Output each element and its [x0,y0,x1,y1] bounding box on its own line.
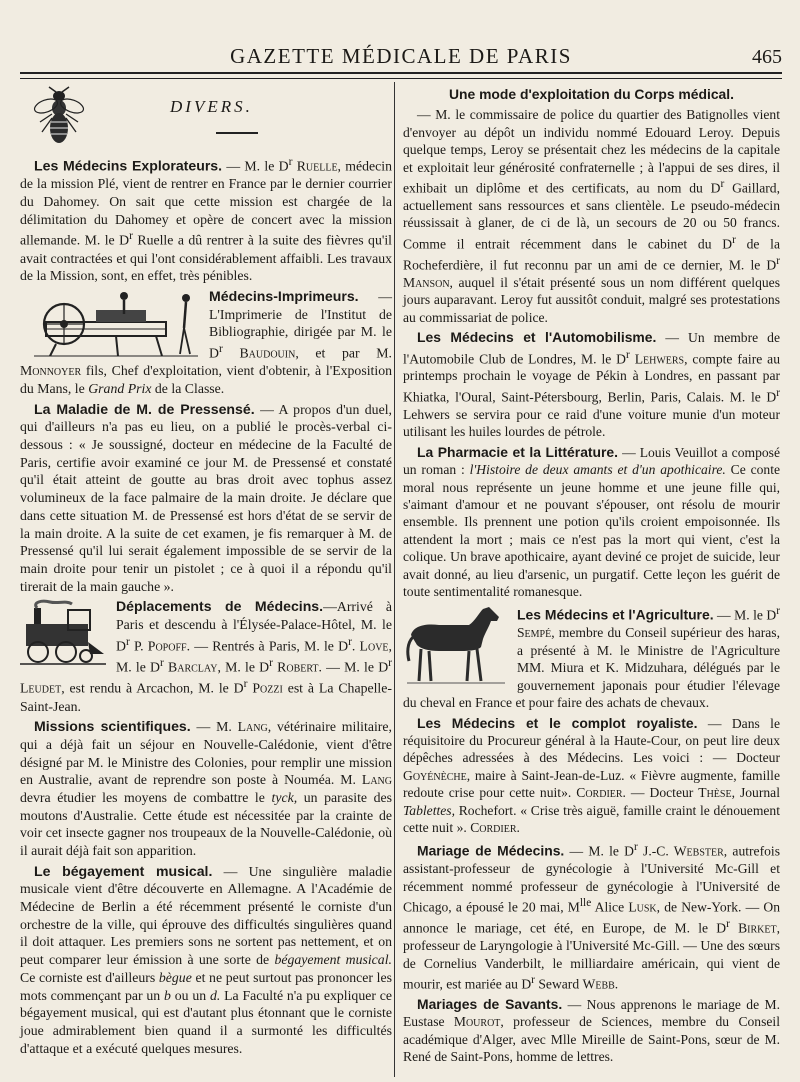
superscript: r [348,635,352,648]
article-text: — Louis Veuillot a composé un roman : [403,444,780,478]
article-text: Ce corniste est d'ailleurs [20,969,159,985]
article-text: Gaillard, actuellement sans ressources et sans clientèle. Le pseudo-médecin réussissait à glaner, de ci de là, un secours de 20 ou 50 francs. Comme il entrait récemment dans le cabinet du D [403,180,781,252]
person-name: Barclay, [163,659,221,675]
article-text: Ce conte moral nous représente un jeune homme et une jeune fille qui, s'aimant d'amour et ne pouvant s'épouser, ont résolu de mourir ensemble. Ils prennent une potion qu'ils croient empoisonnée. Ils attendent la mort ; mais ce n'est pas la mort qui vient, c'est la colique. Un brave apothicaire, ayant deviné ce projet de suicide, leur avait donné, au lieu d'arsenic, un purgatif. Cette leçon les guérit de toute sentimentalité romanesque. [403,462,781,600]
article-text: — M. le D [321,659,389,675]
article-text: Journal [734,785,780,801]
article-heading: Les Médecins Explorateurs. [34,157,223,174]
superscript: r [776,605,781,618]
article-text: autrefois assistant-professeur de gynécologie à l'Université Mc-Gill et récemment nommé professeur de gynécologie à l'Université de Chicago, a épousé le 20 mai, M [403,844,780,915]
article-text: est à La Chapelle-Saint-Jean. [20,680,392,714]
article-text: de la Rocheferdière, il fut reconnu par un ami de ce dernier, M. le D [403,236,780,273]
left-column [20,86,392,1060]
article-text: —Arrivé à Paris et descendu à l'Élysée-Palace-Hôtel, M. le D [116,599,392,654]
article-text: — M. le commissaire de police du quartier des Batignolles vient d'envoyer au dépôt un individu nommé Edouard Leroy. Depuis quelque temps, Leroy se présentait chez les médecins de la capitale et exploitait leur générosité confraternelle ; à l'appui de ses dires, il exhibait un diplôme et des certificats, au nom du D [403,107,780,196]
page-number: 465 [752,46,782,68]
person-name: Lang [361,772,392,788]
article-text: — L'Imprimerie de l'Institut de Bibliographie, dirigée par M. le D [209,289,392,361]
person-name: Thèse, [698,785,735,801]
article-text: est rendu à Arcachon, M. le D [64,680,244,696]
article-heading: Les Médecins et l'Automobilisme. [417,329,657,346]
article-text: — Rentrés à Paris, M. le D [190,638,349,654]
superscript: r [288,156,293,168]
article-medecins-explorateurs [20,154,392,285]
article-text: Seward [534,976,583,992]
person-name: Leudet, [20,680,65,696]
superscript: r [726,918,730,931]
person-name: Goyénèche, [403,767,471,783]
person-name: . Love, [351,638,392,654]
article-text: — Dans le réquisitoire du Procureur général à la Haute-Cour, on peut lire deux dépêches adressées à des Médecins. Les voici : — Docteur [403,715,780,766]
article-text: — M. [190,719,238,735]
article-text: La Faculté n'a pu expliquer ce bégayement musical, qui est d'autant plus étonnant que le corniste joue admirablement bien quand il a surmonté les difficultés d'attaque et a exécuté quelques mesures. [20,987,393,1056]
article-text: — A propos d'un duel, qui d'ailleurs n'a pas eu lieu, on a publié le procès-verbal ci-dessous : « Je soussigné, docteur en médecine de la Faculté de Paris, certifie avoir examiné ce jour M. de Pressensé et constaté qu'il était atteint de goutte au bras droit avec tophus assez volumineux de la face palmaire de la main droite. Je déclare que dans cette situation M. de Pressensé est hors d'état de se servir de la main droite. A la suite de cet examen, je fis remarquer à M. de Pressensé qu'il lui serait également impossible de se servir de la main droite pour tenir un pistolet ; ce à quoi il a répondu qu'il tirerait de la main gauche ». [20,401,392,594]
article-heading: Déplacements de Médecins. [116,598,324,615]
superscript: r [243,678,248,691]
article-text: Lehwers se servira pour ce raid d'une voiture munie d'un moteur utilisant les huiles lourdes de pétrole. [403,406,780,440]
section-title: DIVERS. [170,97,253,116]
locomotive-illustration-icon [20,598,108,668]
person-name: Birket, [729,920,780,936]
superscript: r [531,974,535,987]
section-heading-block [20,86,392,152]
article-text: — Une singulière maladie musicale vient d'être découverte en Allemagne. A l'Académie de Médecine de Berlin a été récemment présenté le corniste d'un orchestre de la ville, qui éprouve des difficultés singulières quand il doit attaquer. Les premiers sons ne sortent pas nettement, et on peut comparer leur émission à une sorte de [20,863,392,968]
person-name: Mourot, [453,1014,504,1030]
article-mariage-medecins [403,839,780,993]
header-rule-thin [20,78,782,79]
article-text: — Un membre de l'Automobile Club de Londres, M. le D [403,330,781,367]
superscript: r [732,233,736,246]
article-heading: La Maladie de M. de Pressensé. [34,400,255,417]
article-text: de la Classe. [151,381,225,397]
right-column [403,86,780,1069]
person-name: Sempé, [517,625,555,641]
article-text: membre du Conseil supérieur des haras, a présenté à M. le Ministre de l'Agriculture MM. Miura et K. Midzuhara, délégués par le gouvernement japonais pour étudier l'élevage du cheval en France et pour faire des achats de chevaux. [403,625,780,711]
column-separator [394,82,395,1077]
article-missions-scientifiques [20,718,392,860]
superscript: r [720,178,725,191]
superscript: r [634,841,638,854]
superscript: r [388,656,393,669]
person-name: J.-C. Webster, [637,844,728,860]
article-mode-exploitation-heading [403,86,780,103]
article-text: et ne peut surtout pas prononcer les mots commençant par un [20,969,392,1003]
article-agriculture [403,603,780,714]
article-pharmacie-litterature [403,444,780,601]
superscript: r [129,230,133,243]
article-text: maire à Saint-Jean-de-Luz. « Fièvre augmente, famille redoute crise pour cette nuit». [403,767,780,801]
article-text: M. le D [116,659,161,675]
superscript: r [218,343,223,356]
article-text: et par M. [298,345,393,361]
article-text: — M. le D [564,844,634,860]
article-deplacements-medecins [20,598,392,718]
article-medecins-imprimeurs [20,288,392,401]
article-text: vétérinaire militaire, qui a déjà fait un séjour en Nouvelle-Calédonie, vient d'être désigné par M. le Ministre des Colonies, pour remplir une mission en Australie, avant de reprendre son poste à Nouméa. M. [20,719,392,788]
article-text: médecin de la mission Plé, vient de rentrer en France par le dernier courrier du Dahomey. On sait que cette mission est chargée de la délimitation du Dahomey et opère de concert avec la mission allemande. M. le D [20,158,393,248]
article-text: Rochefort. « Crise très aiguë, famille craint le dénouement cette nuit ». [403,802,780,836]
article-text: — M. le D [713,608,777,623]
person-name: Cordier. [576,785,626,801]
person-name: Manson, [403,274,453,290]
article-text: compte faire au printemps prochain le voyage de Pékin à Londres, en passant par Khiatka, l'Oural, Saint-Pétersbourg, Berlin, Paris, Calais. M. le D [403,351,781,405]
article-mode-exploitation [403,106,780,326]
italic-text: bègue [158,969,192,985]
article-heading: Le bégayement musical. [34,862,213,879]
article-text: M. le D [220,659,270,675]
superscript: lle [579,897,592,910]
article-text: ou un [170,987,210,1003]
italic-text: Grand Prix [88,381,152,397]
article-heading: Mariages de Savants. [417,995,563,1012]
superscript: r [160,656,164,669]
article-heading: Médecins-Imprimeurs. [209,288,359,304]
article-text: professeur de Laryngologie à l'Université Mc-Gill. — Une des sœurs de Cornelius Vanderbilt, le milliardaire américain, qui vient de mourir, est mariée au D [403,938,780,992]
italic-text: Tablettes, [403,802,455,818]
article-text: devra étudier les moyens de combattre le [20,789,272,805]
article-heading: Mariage de Médecins. [417,843,565,860]
italic-text: bégayement musical. [274,952,392,968]
person-name: Pozzi [247,680,283,696]
italic-text: tyck, [271,789,298,805]
person-name: Ruelle, [292,158,341,174]
superscript: r [269,656,273,669]
person-name: Webb. [582,976,619,992]
journal-title: GAZETTE MÉDICALE DE PARIS [230,44,572,68]
article-automobilisme [403,329,780,441]
horse-illustration-icon [403,605,509,687]
person-name: Robert. [272,659,322,675]
italic-text: d. [209,987,221,1003]
article-text: auquel il s'était présenté sous un nom différent quelques jours auparavant. Leroy fut aussitôt conduit, malgré ses protestations au commissariat de police. [403,274,780,325]
article-text: — M. le D [222,158,289,174]
article-heading: Les Médecins et le complot royaliste. [417,714,698,731]
article-heading: Une mode d'exploitation du Corps médical. [448,86,734,102]
article-text: — Nous apprenons le mariage de M. Eustase [403,996,780,1030]
article-complot-royaliste [403,715,780,837]
person-name: Monnoyer [20,363,82,379]
article-text: professeur de Sciences, membre du Conseil académique d'Alger, avec Mlle Mireille de Saint-Pons, sœur de M. René de Saint-Pons, homme de lettres. [403,1014,780,1065]
article-text: Alice [591,899,629,915]
article-text: Ruelle a dû rentrer à la suite des fièvres qu'il avait contractées et qui l'ont considérablement affaibli. Les travaux de la Mission, sont, en effet, très pénibles. [20,232,392,284]
person-name: P. Popoff. [129,638,191,654]
person-name: Lehwers, [629,351,688,367]
printing-press-illustration-icon [26,288,201,360]
article-text: fils, Chef d'exploitation, vient d'obtenir, à l'Exposition du Mans, le [20,363,392,397]
superscript: r [626,348,630,361]
article-mariages-savants [403,996,780,1066]
person-name: Lang, [237,719,272,735]
article-text: de New-York. — On annonce le mariage, cet été, en Europe, de M. le D [403,899,780,936]
section-title-rule [216,132,258,134]
bee-emblem-icon [32,86,86,146]
header-rule [20,72,782,74]
superscript: r [776,254,780,267]
person-name: Cordier. [470,820,520,836]
page-header [20,44,782,74]
person-name: Baudouin, [222,345,299,361]
superscript: r [776,386,780,399]
article-heading: La Pharmacie et la Littérature. [417,443,619,460]
article-maladie-pressense [20,401,392,596]
superscript: r [125,635,130,648]
article-begayement-musical [20,863,392,1058]
article-heading: Missions scientifiques. [34,718,191,735]
person-name: Lusk, [628,899,661,915]
italic-text: l'Histoire de deux amants et d'un apothicaire. [469,462,726,478]
article-text: — Docteur [625,785,699,801]
article-text: un parasite des moutons d'Australie. Cette étude est nécessitée par la crainte de voir cet insecte gagner nos troupeaux de la Nouvelle-Calédonie, où il aurait déjà fait son apparition. [20,789,393,858]
article-heading: Les Médecins et l'Agriculture. [517,607,714,623]
italic-text: b [164,987,171,1003]
